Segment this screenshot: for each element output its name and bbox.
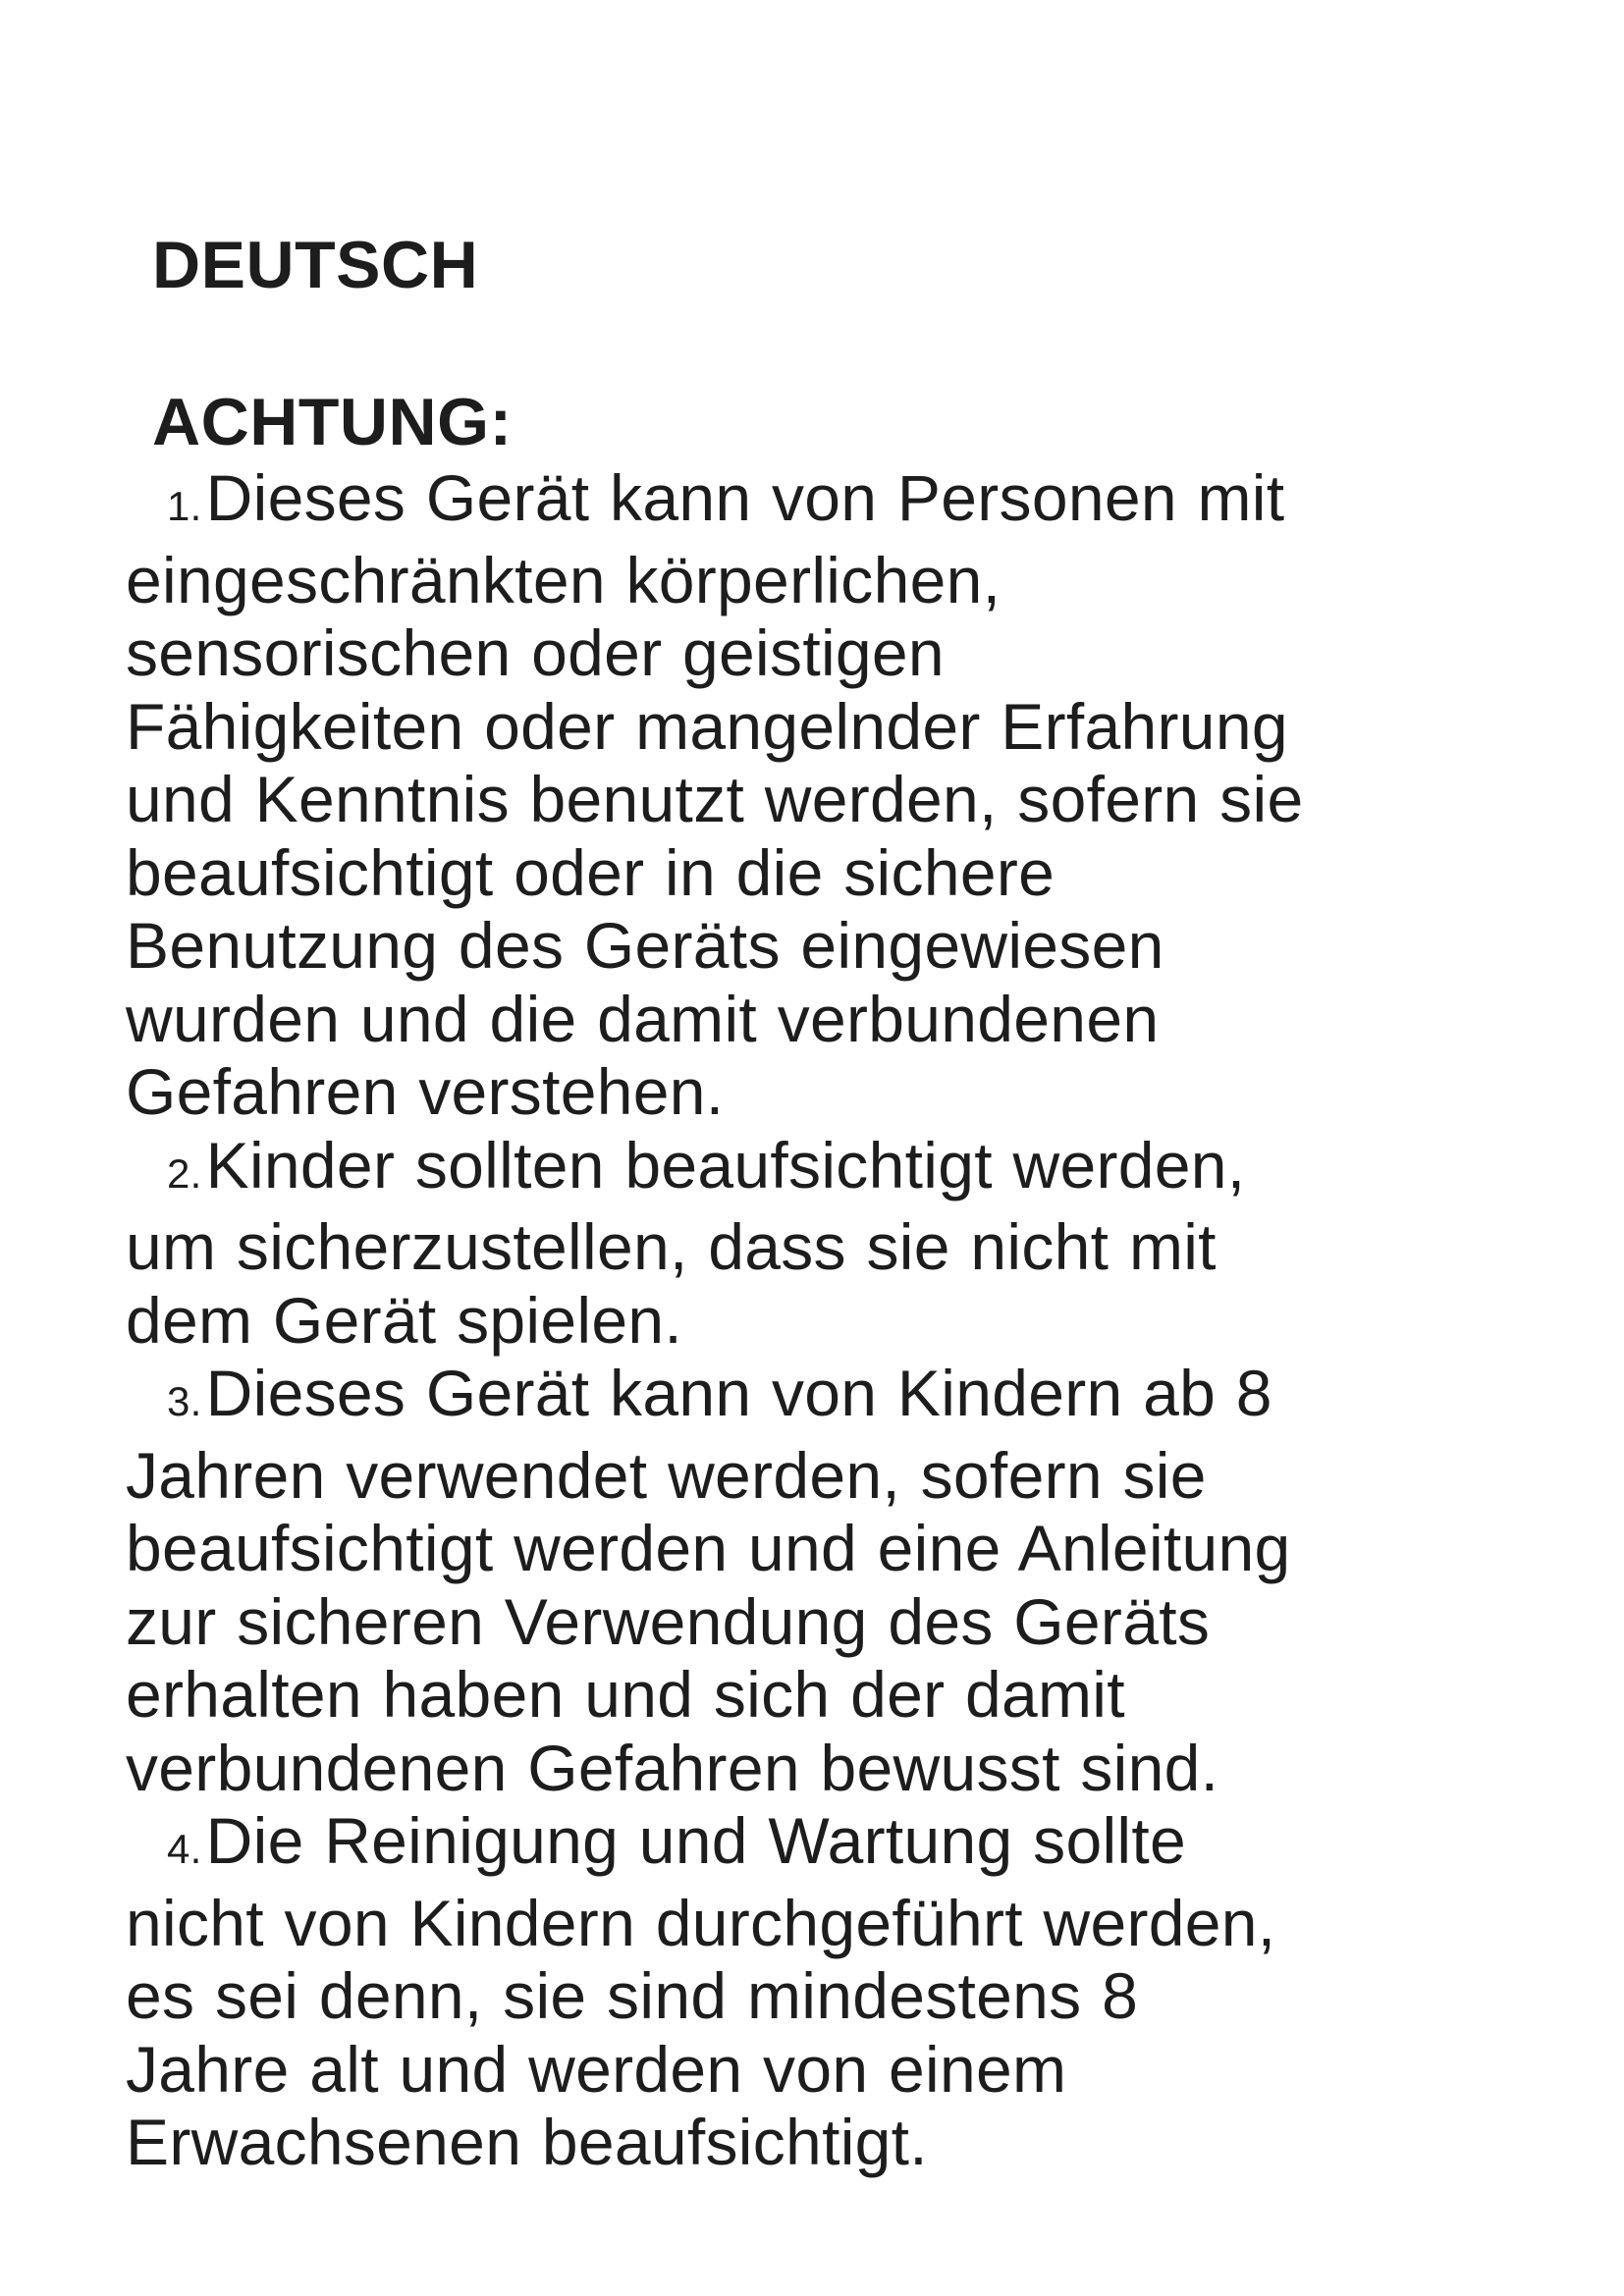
warning-item-3-line-6: verbundenen Gefahren bewusst sind. [126,1731,1219,1804]
warning-item-1-line-3: sensorischen oder geistigen [126,616,945,689]
language-heading: DEUTSCH [152,228,479,302]
warning-item-3-line-4: zur sicheren Verwendung des Geräts [126,1584,1211,1658]
warning-item-4 [126,1804,1471,2179]
warning-item-4-line-2: nicht von Kindern durchgeführt werden, [126,1886,1276,1959]
warning-item-1-line-8: wurden und die damit verbundenen [126,982,1160,1055]
warning-item-1 [126,461,1471,1129]
warning-item-4-line-5: Erwachsenen beaufsichtigt. [126,2106,928,2178]
item-number: 4. [167,1826,202,1872]
item-number: 1. [167,483,202,529]
warning-item-2-line-1 [126,1129,1471,1211]
warning-item-4-line-3: es sei denn, sie sind mindestens 8 [126,1959,1139,2032]
line-text: Dieses Gerät kann von Kindern ab 8 [205,1357,1272,1429]
line-text: Dieses Gerät kann von Personen mit [205,461,1285,534]
warning-item-2-line-2: um sicherzustellen, dass sie nicht mit [126,1210,1217,1283]
warning-item-3-line-1 [126,1357,1471,1439]
warning-list [126,461,1471,2179]
warning-item-1-line-9: Gefahren verstehen. [126,1055,725,1128]
warning-item-4-line-4: Jahre alt und werden von einem [126,2032,1067,2106]
warning-heading: ACHTUNG: [152,385,513,459]
warning-item-1-line-4: Fähigkeiten oder mangelnder Erfahrung [126,689,1288,763]
warning-item-2 [126,1129,1471,1358]
warning-item-4-line-1 [126,1804,1471,1887]
warning-item-3-line-3: beaufsichtigt werden und eine Anleitung [126,1512,1291,1584]
document-content [126,226,1471,2179]
item-number: 2. [167,1149,202,1197]
warning-item-3-line-2: Jahren verwendet werden, sofern sie [126,1438,1207,1512]
warning-item-2-line-3: dem Gerät spielen. [126,1283,683,1357]
warning-item-1-line-1 [126,461,1471,544]
line-text: Kinder sollten beaufsichtigt werden, [205,1128,1246,1201]
warning-item-3 [126,1357,1471,1804]
warning-item-1-line-6: beaufsichtigt oder in die sichere [126,835,1056,909]
warning-item-1-line-2: eingeschränkten körperlichen, [126,543,1001,616]
warning-item-1-line-5: und Kenntnis benutzt werden, sofern sie [126,763,1304,835]
warning-item-1-line-7: Benutzung des Geräts eingewiesen [126,909,1164,982]
item-number: 3. [167,1378,202,1424]
warning-item-3-line-5: erhalten haben und sich der damit [126,1658,1125,1731]
line-text: Die Reinigung und Wartung sollte [205,1804,1187,1877]
